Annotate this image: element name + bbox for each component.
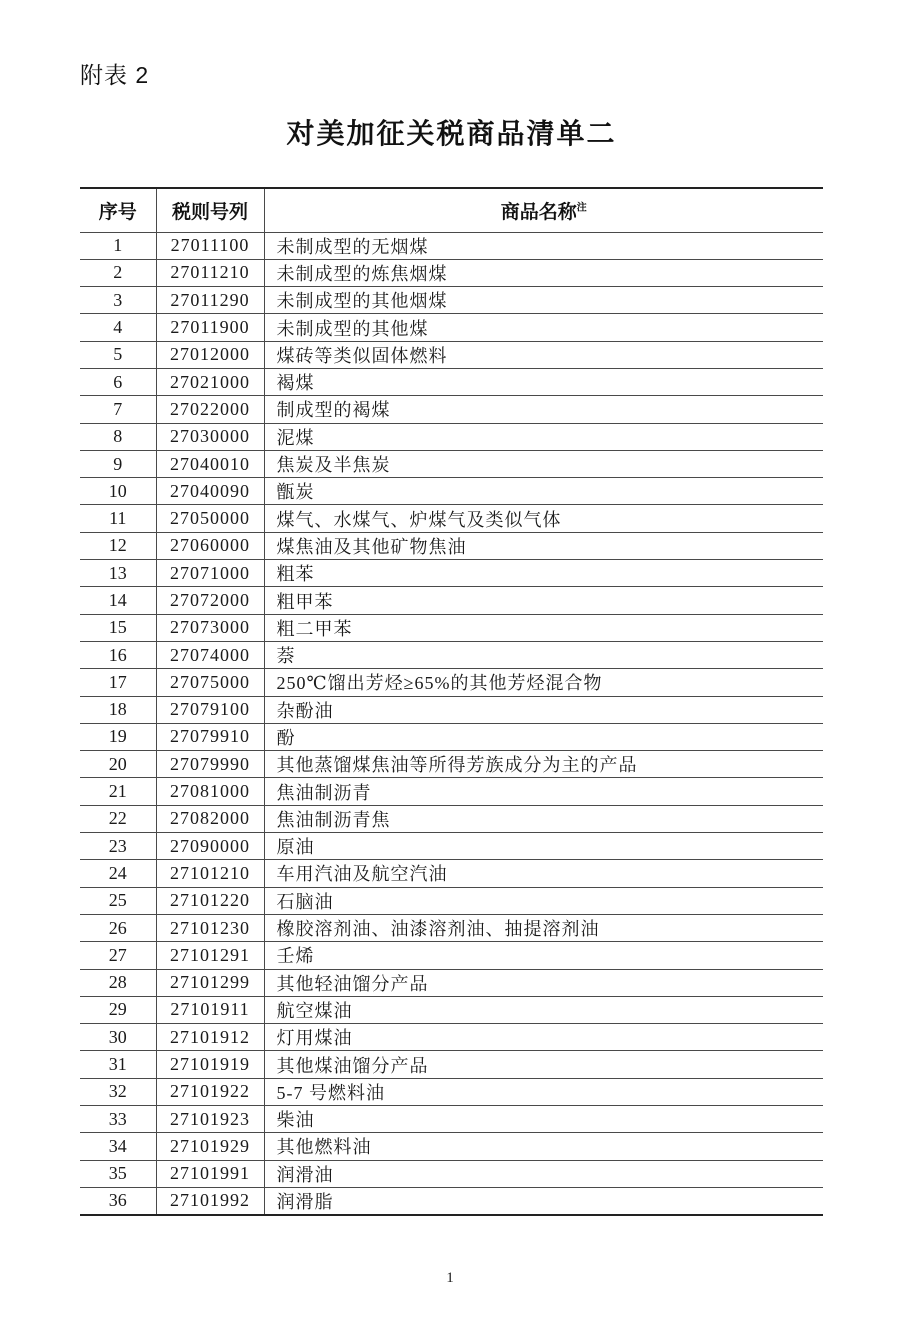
header-tariff-code-label: 税则号列 bbox=[171, 201, 248, 223]
product-name-cell: 未制成型的炼焦烟煤 bbox=[264, 259, 823, 286]
serial-number-cell: 35 bbox=[80, 1160, 156, 1187]
table-row bbox=[80, 969, 823, 996]
tariff-code-cell: 27079910 bbox=[156, 723, 264, 750]
serial-number-cell: 10 bbox=[80, 478, 156, 505]
product-name-cell: 未制成型的其他烟煤 bbox=[264, 287, 823, 314]
tariff-code-cell: 27101210 bbox=[156, 860, 264, 887]
product-name-cell: 其他轻油馏分产品 bbox=[264, 969, 823, 996]
table-row bbox=[80, 478, 823, 505]
serial-number-cell: 34 bbox=[80, 1133, 156, 1160]
serial-number-cell: 33 bbox=[80, 1106, 156, 1133]
serial-number-cell: 32 bbox=[80, 1078, 156, 1105]
table-row bbox=[80, 641, 823, 668]
table-row bbox=[80, 669, 823, 696]
header-tariff-code bbox=[156, 188, 264, 232]
serial-number-cell: 1 bbox=[80, 232, 156, 259]
table-row bbox=[80, 1078, 823, 1105]
header-product-name bbox=[264, 188, 823, 232]
serial-number-cell: 23 bbox=[80, 833, 156, 860]
tariff-code-cell: 27071000 bbox=[156, 560, 264, 587]
table-row bbox=[80, 1187, 823, 1215]
tariff-table bbox=[80, 187, 823, 1216]
page-number: 1 bbox=[446, 1270, 454, 1286]
serial-number-cell: 2 bbox=[80, 259, 156, 286]
tariff-code-cell: 27101992 bbox=[156, 1187, 264, 1215]
table-row bbox=[80, 860, 823, 887]
tariff-code-cell: 27101291 bbox=[156, 942, 264, 969]
tariff-code-cell: 27040090 bbox=[156, 478, 264, 505]
serial-number-cell: 31 bbox=[80, 1051, 156, 1078]
serial-number-cell: 3 bbox=[80, 287, 156, 314]
product-name-cell: 焦油制沥青 bbox=[264, 778, 823, 805]
tariff-code-cell: 27079990 bbox=[156, 751, 264, 778]
serial-number-cell: 27 bbox=[80, 942, 156, 969]
product-name-cell: 未制成型的其他煤 bbox=[264, 314, 823, 341]
product-name-cell: 煤砖等类似固体燃料 bbox=[264, 341, 823, 368]
product-name-cell: 粗二甲苯 bbox=[264, 614, 823, 641]
product-name-cell: 萘 bbox=[264, 641, 823, 668]
tariff-code-cell: 27081000 bbox=[156, 778, 264, 805]
header-serial-number-label: 序号 bbox=[98, 201, 137, 223]
product-name-cell: 壬烯 bbox=[264, 942, 823, 969]
product-name-cell: 灯用煤油 bbox=[264, 1024, 823, 1051]
product-name-cell: 5-7 号燃料油 bbox=[264, 1078, 823, 1105]
serial-number-cell: 17 bbox=[80, 669, 156, 696]
serial-number-cell: 7 bbox=[80, 396, 156, 423]
header-product-name-label: 商品名称 bbox=[500, 201, 577, 223]
serial-number-cell: 24 bbox=[80, 860, 156, 887]
serial-number-cell: 18 bbox=[80, 696, 156, 723]
tariff-code-cell: 27022000 bbox=[156, 396, 264, 423]
product-name-cell: 粗苯 bbox=[264, 560, 823, 587]
product-name-cell: 橡胶溶剂油、油漆溶剂油、抽提溶剂油 bbox=[264, 914, 823, 941]
product-name-cell: 甑炭 bbox=[264, 478, 823, 505]
table-row bbox=[80, 778, 823, 805]
table-row bbox=[80, 287, 823, 314]
serial-number-cell: 16 bbox=[80, 641, 156, 668]
table-row bbox=[80, 560, 823, 587]
table-row bbox=[80, 914, 823, 941]
table-row bbox=[80, 450, 823, 477]
serial-number-cell: 26 bbox=[80, 914, 156, 941]
table-row bbox=[80, 1160, 823, 1187]
product-name-cell: 250℃馏出芳烃≥65%的其他芳烃混合物 bbox=[264, 669, 823, 696]
tariff-code-cell: 27101929 bbox=[156, 1133, 264, 1160]
table-row bbox=[80, 996, 823, 1023]
serial-number-cell: 11 bbox=[80, 505, 156, 532]
tariff-code-cell: 27101911 bbox=[156, 996, 264, 1023]
tariff-code-cell: 27030000 bbox=[156, 423, 264, 450]
appendix-label: 附表 2 bbox=[80, 62, 150, 88]
serial-number-cell: 36 bbox=[80, 1187, 156, 1215]
tariff-code-cell: 27011210 bbox=[156, 259, 264, 286]
tariff-code-cell: 27074000 bbox=[156, 641, 264, 668]
tariff-table-container bbox=[80, 187, 823, 1216]
tariff-code-cell: 27101919 bbox=[156, 1051, 264, 1078]
product-name-cell: 润滑脂 bbox=[264, 1187, 823, 1215]
product-name-cell: 酚 bbox=[264, 723, 823, 750]
product-name-cell: 航空煤油 bbox=[264, 996, 823, 1023]
table-row bbox=[80, 505, 823, 532]
table-row bbox=[80, 532, 823, 559]
product-name-cell: 制成型的褐煤 bbox=[264, 396, 823, 423]
product-name-cell: 其他煤油馏分产品 bbox=[264, 1051, 823, 1078]
table-row bbox=[80, 1106, 823, 1133]
table-row bbox=[80, 696, 823, 723]
product-name-cell: 煤焦油及其他矿物焦油 bbox=[264, 532, 823, 559]
product-name-cell: 泥煤 bbox=[264, 423, 823, 450]
table-row bbox=[80, 314, 823, 341]
table-row bbox=[80, 587, 823, 614]
table-row bbox=[80, 423, 823, 450]
tariff-code-cell: 27011900 bbox=[156, 314, 264, 341]
serial-number-cell: 12 bbox=[80, 532, 156, 559]
product-name-cell: 未制成型的无烟煤 bbox=[264, 232, 823, 259]
serial-number-cell: 5 bbox=[80, 341, 156, 368]
product-name-cell: 其他蒸馏煤焦油等所得芳族成分为主的产品 bbox=[264, 751, 823, 778]
table-row bbox=[80, 942, 823, 969]
serial-number-cell: 29 bbox=[80, 996, 156, 1023]
product-name-cell: 焦油制沥青焦 bbox=[264, 805, 823, 832]
tariff-code-cell: 27101991 bbox=[156, 1160, 264, 1187]
serial-number-cell: 14 bbox=[80, 587, 156, 614]
table-row bbox=[80, 614, 823, 641]
product-name-cell: 润滑油 bbox=[264, 1160, 823, 1187]
serial-number-cell: 21 bbox=[80, 778, 156, 805]
tariff-code-cell: 27073000 bbox=[156, 614, 264, 641]
product-name-cell: 车用汽油及航空汽油 bbox=[264, 860, 823, 887]
table-row bbox=[80, 1024, 823, 1051]
table-row bbox=[80, 259, 823, 286]
tariff-code-cell: 27011100 bbox=[156, 232, 264, 259]
tariff-code-cell: 27101923 bbox=[156, 1106, 264, 1133]
serial-number-cell: 15 bbox=[80, 614, 156, 641]
table-row bbox=[80, 1133, 823, 1160]
serial-number-cell: 22 bbox=[80, 805, 156, 832]
tariff-code-cell: 27101220 bbox=[156, 887, 264, 914]
product-name-cell: 石脑油 bbox=[264, 887, 823, 914]
serial-number-cell: 28 bbox=[80, 969, 156, 996]
table-row bbox=[80, 751, 823, 778]
product-name-cell: 粗甲苯 bbox=[264, 587, 823, 614]
header-note-superscript: 注 bbox=[576, 202, 587, 214]
product-name-cell: 其他燃料油 bbox=[264, 1133, 823, 1160]
serial-number-cell: 25 bbox=[80, 887, 156, 914]
table-row bbox=[80, 887, 823, 914]
product-name-cell: 杂酚油 bbox=[264, 696, 823, 723]
tariff-code-cell: 27101922 bbox=[156, 1078, 264, 1105]
table-row bbox=[80, 368, 823, 395]
serial-number-cell: 6 bbox=[80, 368, 156, 395]
table-row bbox=[80, 805, 823, 832]
product-name-cell: 原油 bbox=[264, 833, 823, 860]
serial-number-cell: 19 bbox=[80, 723, 156, 750]
tariff-code-cell: 27050000 bbox=[156, 505, 264, 532]
table-row bbox=[80, 396, 823, 423]
table-row bbox=[80, 1051, 823, 1078]
serial-number-cell: 13 bbox=[80, 560, 156, 587]
tariff-code-cell: 27101299 bbox=[156, 969, 264, 996]
tariff-code-cell: 27021000 bbox=[156, 368, 264, 395]
tariff-code-cell: 27012000 bbox=[156, 341, 264, 368]
tariff-code-cell: 27060000 bbox=[156, 532, 264, 559]
table-row bbox=[80, 341, 823, 368]
product-name-cell: 柴油 bbox=[264, 1106, 823, 1133]
table-row bbox=[80, 723, 823, 750]
table-row bbox=[80, 833, 823, 860]
table-body bbox=[80, 232, 823, 1215]
tariff-code-cell: 27090000 bbox=[156, 833, 264, 860]
table-header-row bbox=[80, 188, 823, 232]
product-name-cell: 煤气、水煤气、炉煤气及类似气体 bbox=[264, 505, 823, 532]
tariff-code-cell: 27040010 bbox=[156, 450, 264, 477]
tariff-code-cell: 27011290 bbox=[156, 287, 264, 314]
serial-number-cell: 9 bbox=[80, 450, 156, 477]
tariff-code-cell: 27075000 bbox=[156, 669, 264, 696]
document-title: 对美加征关税商品清单二 bbox=[286, 118, 617, 149]
tariff-code-cell: 27101912 bbox=[156, 1024, 264, 1051]
tariff-code-cell: 27101230 bbox=[156, 914, 264, 941]
table-row bbox=[80, 232, 823, 259]
product-name-cell: 褐煤 bbox=[264, 368, 823, 395]
serial-number-cell: 30 bbox=[80, 1024, 156, 1051]
serial-number-cell: 20 bbox=[80, 751, 156, 778]
product-name-cell: 焦炭及半焦炭 bbox=[264, 450, 823, 477]
tariff-code-cell: 27072000 bbox=[156, 587, 264, 614]
tariff-code-cell: 27079100 bbox=[156, 696, 264, 723]
serial-number-cell: 4 bbox=[80, 314, 156, 341]
tariff-code-cell: 27082000 bbox=[156, 805, 264, 832]
serial-number-cell: 8 bbox=[80, 423, 156, 450]
header-serial-number bbox=[80, 188, 156, 232]
